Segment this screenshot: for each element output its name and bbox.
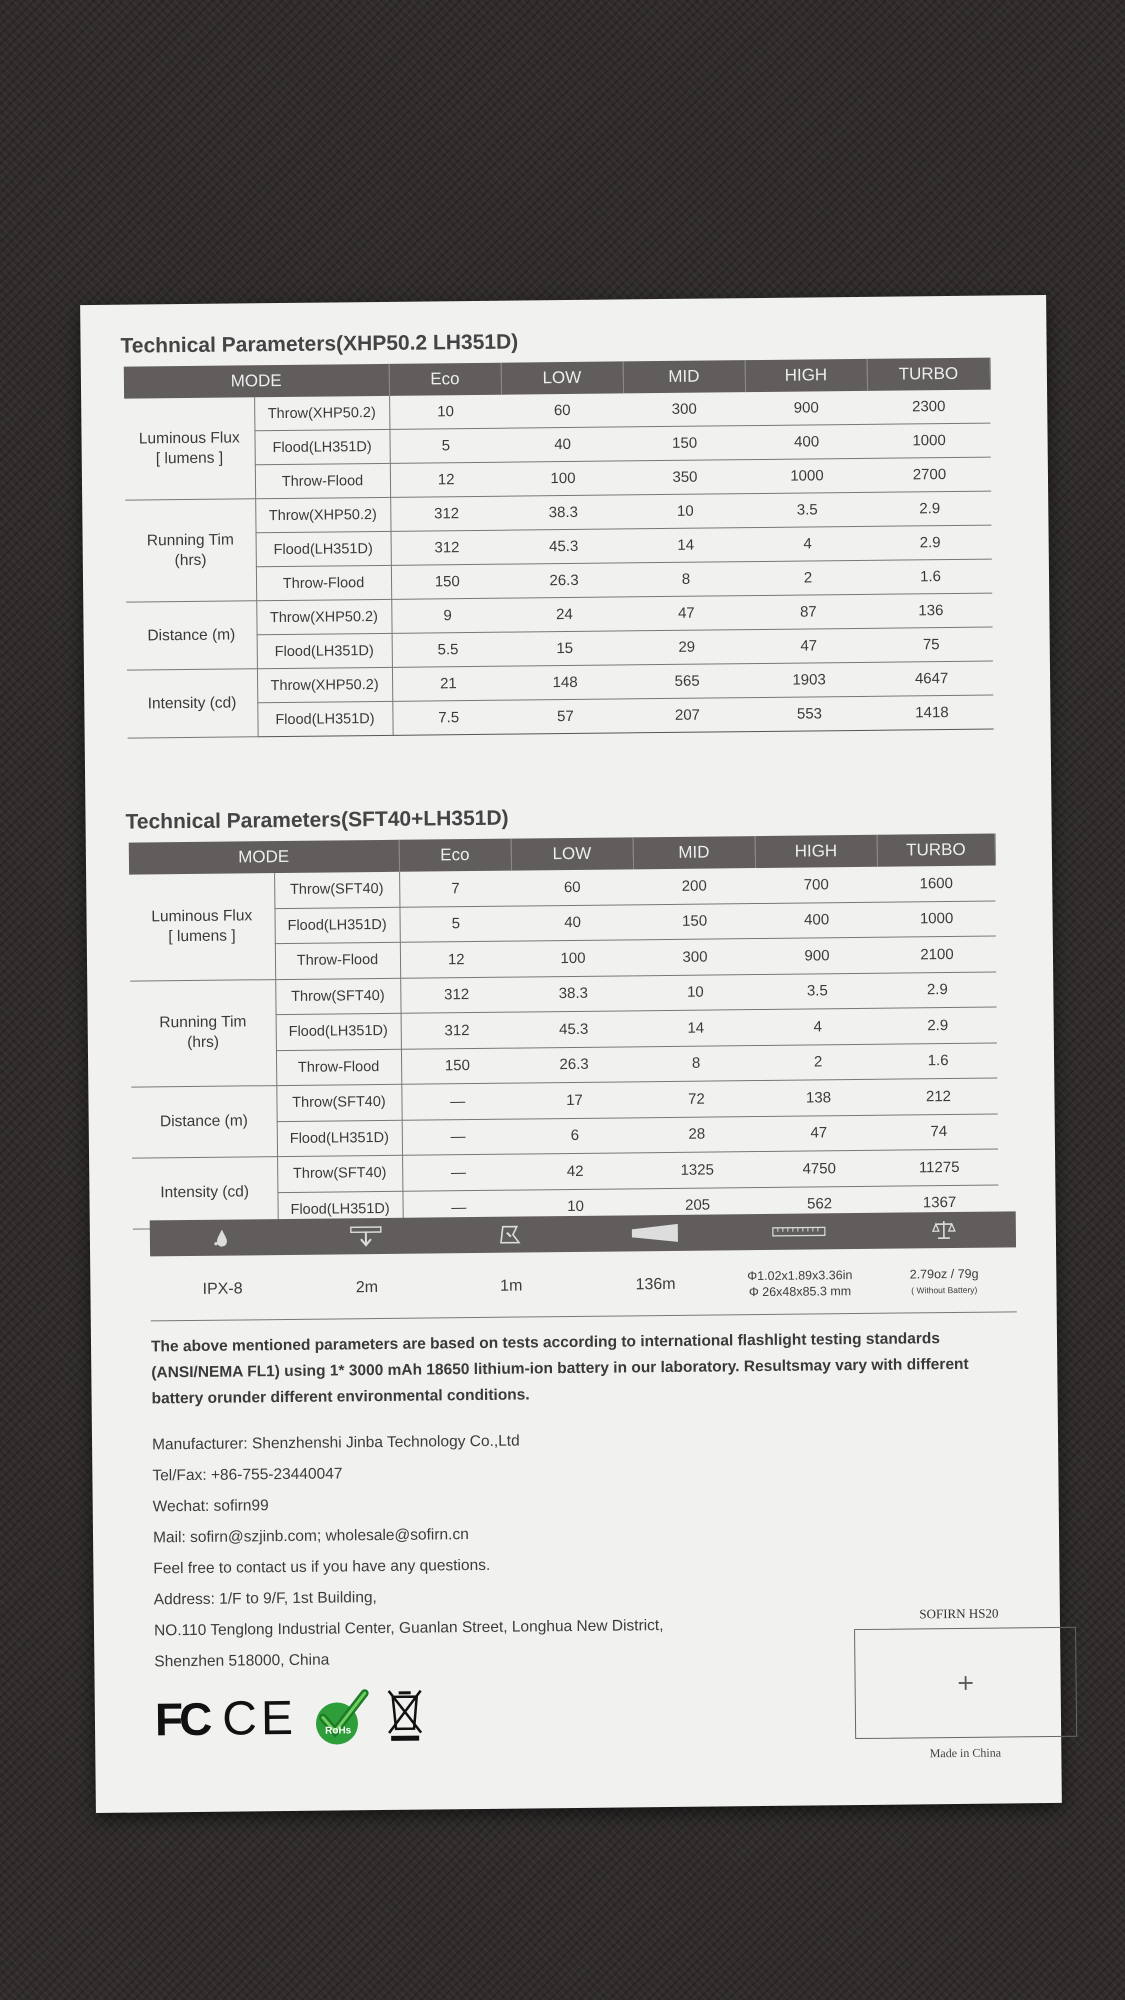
cell-mid: 207 (626, 698, 748, 733)
cell-mid: 14 (625, 528, 747, 563)
rohs-logo: RoHs (311, 1687, 372, 1748)
cell-low: 42 (514, 1153, 636, 1190)
weight (872, 1265, 1017, 1299)
cell-eco: 5 (399, 906, 511, 943)
cell-eco: 12 (390, 462, 502, 497)
row-sub-label: Throw-Flood (275, 942, 400, 979)
cell-turbo: 1367 (880, 1185, 998, 1222)
row-sub-label: Throw(SFT40) (277, 1155, 402, 1192)
cell-high: 1000 (746, 458, 868, 493)
row-sub-label: Flood(LH351D) (257, 633, 392, 668)
row-sub-label: Flood(LH351D) (277, 1191, 402, 1228)
weight-value: 2.79oz / 79g (909, 1266, 979, 1282)
row-group-label: Distance (m) (131, 1086, 277, 1159)
cell-turbo: 2.9 (878, 972, 996, 1009)
cell-high: 2 (757, 1044, 879, 1081)
cell-high: 1903 (748, 662, 870, 697)
row-sub-label: Throw(SFT40) (276, 1084, 401, 1121)
cell-mid: 8 (625, 562, 747, 597)
row-sub-label: Flood(LH351D) (277, 1120, 402, 1157)
header-mid: MID (623, 360, 745, 393)
cell-high: 3.5 (756, 973, 878, 1010)
cell-high: 2 (747, 560, 869, 595)
cell-low: 148 (504, 665, 626, 700)
row-sub-label: Flood(LH351D) (276, 1013, 401, 1050)
row-group-label: Luminous Flux [ lumens ] (124, 397, 255, 500)
cell-low: 10 (514, 1188, 636, 1225)
dimensions-in: Φ1.02x1.89x3.36in (747, 1268, 853, 1284)
cell-low: 60 (511, 869, 633, 905)
row-sub-label: Throw(XHP50.2) (256, 599, 391, 634)
cell-eco: — (402, 1119, 514, 1156)
address-line-3: Shenzhen 518000, China (154, 1651, 330, 1671)
cell-mid: 205 (636, 1187, 758, 1224)
cell-mid: 8 (635, 1045, 757, 1082)
cell-eco: 5.5 (392, 632, 504, 667)
row-group-label: Distance (m) (126, 601, 257, 670)
address-line-1: Address: 1/F to 9/F, 1st Building, (153, 1589, 377, 1609)
row-sub-label: Flood(LH351D) (256, 531, 391, 566)
header-high: HIGH (745, 359, 867, 392)
cell-mid: 200 (633, 868, 755, 904)
spec-values-row (150, 1251, 1017, 1321)
cell-eco: — (401, 1083, 513, 1120)
cell-mid: 150 (623, 426, 745, 461)
cell-low: 24 (503, 597, 625, 632)
cell-low: 6 (514, 1117, 636, 1154)
cell-mid: 10 (634, 974, 756, 1011)
header-turbo: TURBO (867, 358, 990, 391)
cell-high: 138 (757, 1079, 879, 1116)
weight-note: ( Without Battery) (911, 1284, 978, 1296)
cell-low: 38.3 (502, 495, 624, 530)
cell-turbo: 1600 (877, 866, 995, 902)
cell-high: 47 (758, 1115, 880, 1152)
row-sub-label: Throw-Flood (255, 463, 390, 498)
cell-high: 700 (755, 867, 877, 903)
row-group-label: Intensity (cd) (127, 669, 258, 738)
cell-low: 100 (502, 461, 624, 496)
cell-eco: 5 (389, 428, 501, 463)
cell-eco: 312 (400, 977, 512, 1014)
cell-high: 900 (756, 937, 878, 974)
weee-bin-icon (385, 1686, 426, 1747)
cell-low: 26.3 (503, 563, 625, 598)
beam-distance-icon (583, 1221, 728, 1245)
cell-low: 38.3 (512, 975, 634, 1012)
cell-eco: — (402, 1190, 514, 1227)
manufacturer: Manufacturer: Shenzhenshi Jinba Technology Co.,Ltd (151, 1432, 520, 1454)
row-sub-label: Flood(LH351D) (274, 907, 399, 944)
cell-mid: 1325 (636, 1152, 758, 1189)
cell-mid: 300 (623, 392, 745, 427)
cell-eco: 150 (401, 1048, 513, 1085)
cell-eco: 10 (389, 395, 501, 430)
mail: Mail: sofirn@szjinb.com; wholesale@sofirn.cn (152, 1526, 469, 1547)
header-mode: MODE (129, 840, 399, 875)
row-sub-label: Throw(XHP50.2) (254, 396, 389, 431)
cell-mid: 72 (635, 1081, 757, 1118)
cell-mid: 565 (626, 664, 748, 699)
row-sub-label: Throw(XHP50.2) (255, 497, 390, 532)
row-sub-label: Throw(SFT40) (275, 978, 400, 1015)
header-eco: Eco (389, 363, 501, 396)
cell-mid: 10 (624, 494, 746, 529)
row-sub-label: Throw-Flood (276, 1049, 401, 1086)
cell-high: 4 (757, 1008, 879, 1045)
cell-mid: 300 (634, 939, 756, 976)
cell-mid: 350 (624, 460, 746, 495)
test-disclaimer: The above mentioned parameters are based on tests according to international flashlight testing standards (ANSI/NEMA FL1) using 1* 3000 mAh 18650 lithium-ion battery in our laboratory. Resultsmay vary with different battery orunder different environmental conditions. (150, 1330, 969, 1408)
cell-mid: 14 (635, 1010, 757, 1047)
cell-low: 45.3 (513, 1011, 635, 1048)
cell-turbo: 136 (869, 593, 992, 628)
cell-high: 553 (748, 696, 870, 731)
cell-turbo: 4647 (870, 661, 993, 696)
cell-mid: 29 (626, 630, 748, 665)
cell-high: 3.5 (746, 492, 868, 527)
ce-logo: CE (221, 1691, 298, 1746)
made-in-label: Made in China (929, 1745, 1002, 1761)
beam-distance: 136m (635, 1275, 676, 1294)
water-drop-icon (150, 1226, 295, 1250)
cell-low: 57 (504, 699, 626, 734)
fcc-logo: FC (154, 1692, 209, 1746)
cell-turbo: 11275 (880, 1149, 998, 1186)
cell-mid: 150 (633, 903, 755, 940)
cell-high: 47 (748, 628, 870, 663)
cell-turbo: 75 (870, 627, 993, 662)
wechat: Wechat: sofirn99 (152, 1497, 269, 1516)
cell-turbo: 2.9 (868, 525, 991, 560)
cell-low: 60 (501, 393, 623, 428)
cell-turbo: 1418 (870, 695, 993, 730)
cell-turbo: 1.6 (879, 1043, 997, 1080)
row-sub-label: Flood(LH351D) (257, 701, 392, 736)
spec-icon-bar (150, 1211, 1016, 1256)
header-mid: MID (633, 836, 755, 869)
header-mode: MODE (124, 364, 389, 399)
header-high: HIGH (755, 835, 877, 868)
cell-eco: 7 (399, 871, 511, 907)
spec-table-sft40 (129, 834, 1000, 1230)
address-line-2: NO.110 Tenglong Industrial Center, Guanlan Street, Longhua New District, (153, 1617, 664, 1640)
certification-logos (155, 1682, 426, 1755)
cell-high: 400 (755, 902, 877, 939)
row-group-label: Luminous Flux [ lumens ] (129, 873, 275, 981)
cell-eco: 12 (400, 941, 512, 978)
cell-turbo: 1000 (867, 423, 990, 458)
cell-eco: 7.5 (392, 700, 504, 735)
cell-turbo: 74 (880, 1114, 998, 1151)
cell-turbo: 1000 (877, 901, 995, 938)
scale-icon (871, 1217, 1016, 1243)
ruler-icon (727, 1224, 871, 1240)
barcode-box (854, 1627, 1077, 1739)
contact-block (152, 1423, 795, 1678)
table1-title: Technical Parameters(XHP50.2 LH351D) (120, 330, 519, 358)
cell-turbo: 2100 (878, 936, 996, 973)
barcode-placeholder: + (956, 1670, 975, 1696)
row-sub-label: Throw(SFT40) (274, 872, 399, 908)
cell-low: 26.3 (513, 1046, 635, 1083)
row-sub-label: Throw-Flood (256, 565, 391, 600)
cell-eco: 150 (391, 564, 503, 599)
model-label: SOFIRN HS20 (919, 1605, 999, 1622)
table2-title: Technical Parameters(SFT40+LH351D) (125, 806, 509, 834)
dimensions (728, 1267, 873, 1301)
tel-fax: Tel/Fax: +86-755-23440047 (152, 1465, 343, 1485)
row-group-label: Running Tim (hrs) (130, 979, 276, 1087)
cell-high: 400 (745, 424, 867, 459)
submersible-depth: 2m (355, 1279, 379, 1297)
product-box-back (80, 295, 1062, 1813)
cell-low: 45.3 (503, 529, 625, 564)
contact-note: Feel free to contact us if you have any questions. (153, 1556, 491, 1578)
cell-low: 100 (512, 940, 634, 977)
cell-turbo: 2.9 (879, 1007, 997, 1044)
submerge-icon (294, 1223, 439, 1249)
row-sub-label: Throw(XHP50.2) (257, 667, 392, 702)
header-eco: Eco (399, 839, 511, 872)
cell-turbo: 2.9 (868, 491, 991, 526)
cell-turbo: 2700 (868, 457, 991, 492)
cell-high: 900 (745, 391, 867, 426)
cell-high: 562 (758, 1186, 880, 1223)
dimensions-mm: Φ 26x48x85.3 mm (748, 1284, 852, 1300)
row-group-label: Running Tim (hrs) (125, 499, 256, 602)
cell-turbo: 2300 (867, 390, 990, 425)
cell-mid: 47 (625, 596, 747, 631)
spec-table-xhp50 (124, 358, 994, 739)
cell-eco: — (402, 1154, 514, 1191)
impact-resistance: 1m (500, 1277, 523, 1295)
cell-high: 4750 (758, 1150, 880, 1187)
waterproof-rating: IPX-8 (202, 1280, 243, 1298)
rohs-check-icon (311, 1687, 372, 1748)
header-low: LOW (501, 361, 623, 394)
cell-eco: 9 (391, 598, 503, 633)
cell-high: 87 (747, 594, 869, 629)
row-sub-label: Flood(LH351D) (254, 429, 389, 464)
cell-eco: 21 (392, 666, 504, 701)
cell-turbo: 212 (879, 1078, 997, 1115)
header-low: LOW (511, 837, 633, 870)
cell-eco: 312 (401, 1012, 513, 1049)
cell-high: 4 (746, 526, 868, 561)
row-group-label: Intensity (cd) (132, 1157, 278, 1230)
cell-eco: 312 (391, 530, 503, 565)
impact-icon (438, 1222, 583, 1248)
cell-low: 40 (501, 427, 623, 462)
header-turbo: TURBO (877, 834, 995, 867)
cell-low: 15 (504, 631, 626, 666)
cell-turbo: 1.6 (869, 559, 992, 594)
cell-eco: 312 (390, 496, 502, 531)
cell-low: 17 (513, 1082, 635, 1119)
cell-low: 40 (511, 904, 633, 941)
cell-mid: 28 (636, 1116, 758, 1153)
